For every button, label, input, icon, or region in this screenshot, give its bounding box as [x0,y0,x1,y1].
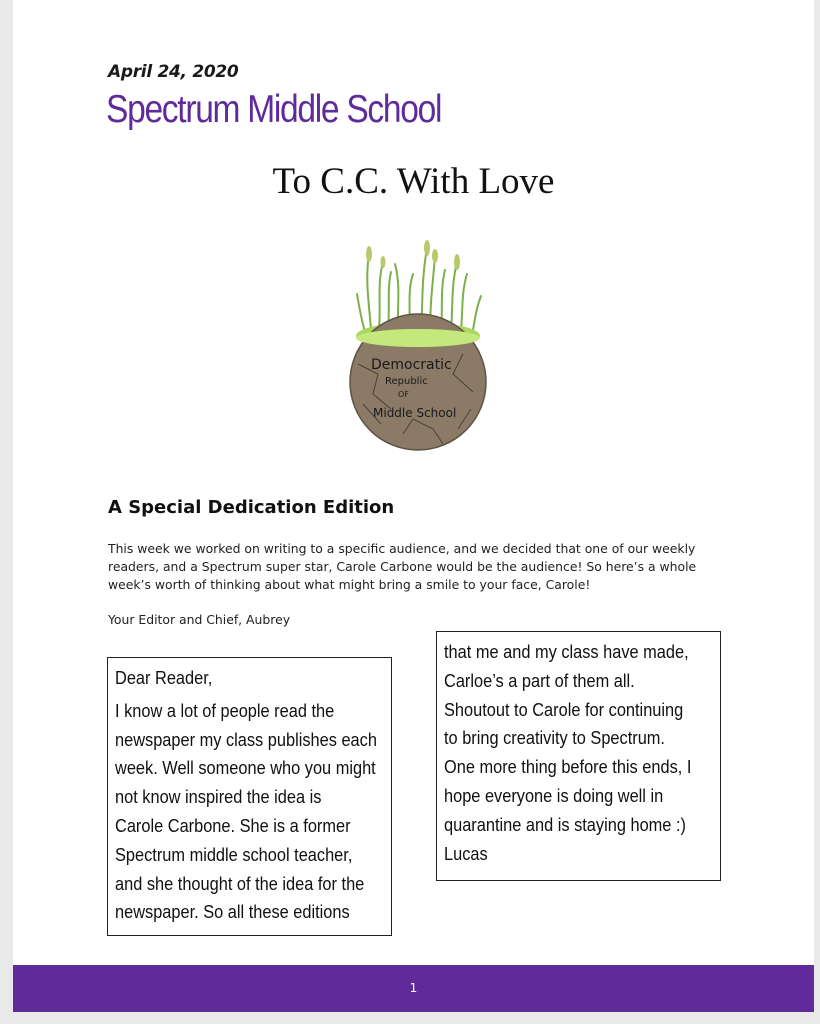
letter-line: Carole Carbone. She is a former [115,814,351,836]
letter-line: I know a lot of people read the [115,699,335,721]
letter-box-right [436,631,721,881]
letter-box-left [107,657,392,936]
page-title: To C.C. With Love [272,161,555,202]
letter-line: One more thing before this ends, I [444,756,692,778]
logo-text-line2: Republic [385,376,428,387]
page-footer [13,965,814,1012]
editor-signoff: Your Editor and Chief, Aubrey [108,612,291,627]
letter-line: quarantine and is staying home :) [444,813,686,835]
newsletter-page [13,0,814,1012]
letter-line: week. Well someone who you might [115,757,376,779]
letter-line: Spectrum middle school teacher, [115,843,353,865]
letter-line: hope everyone is doing well in [444,784,664,806]
letter-line: Carloe’s a part of them all. [444,669,635,691]
letter-line: Shoutout to Carole for continuing [444,698,684,720]
letter-signature: Lucas [444,842,488,864]
issue-date: April 24, 2020 [108,62,239,82]
letter-line: and she thought of the idea for the [115,872,365,894]
intro-paragraph: This week we worked on writing to a specific audience, and we decided that one of our weekly readers, and a Spectrum super star, Carole Carbone would be the audience! So here’s a whole week’s worth of thinking about what might bring a smile to your face, Carole! [108,541,697,592]
logo-text-line1: Democratic [371,357,452,373]
page-number: 1 [409,981,418,995]
logo-text-line4: Middle School [373,406,457,420]
school-name: Spectrum Middle School [106,88,442,131]
grass-seed-heads [366,240,460,270]
letter-line: that me and my class have made, [444,641,689,662]
school-logo [343,234,493,456]
logo-text-line3: OF [398,390,409,399]
letter-line: not know inspired the idea is [115,786,322,808]
letter-line: to bring creativity to Spectrum. [444,727,665,749]
letter-greeting: Dear Reader, [115,667,213,688]
letter-line: newspaper my class publishes each [115,728,377,750]
section-title: A Special Dedication Edition [108,497,395,518]
letter-line: newspaper. So all these editions [115,901,350,923]
